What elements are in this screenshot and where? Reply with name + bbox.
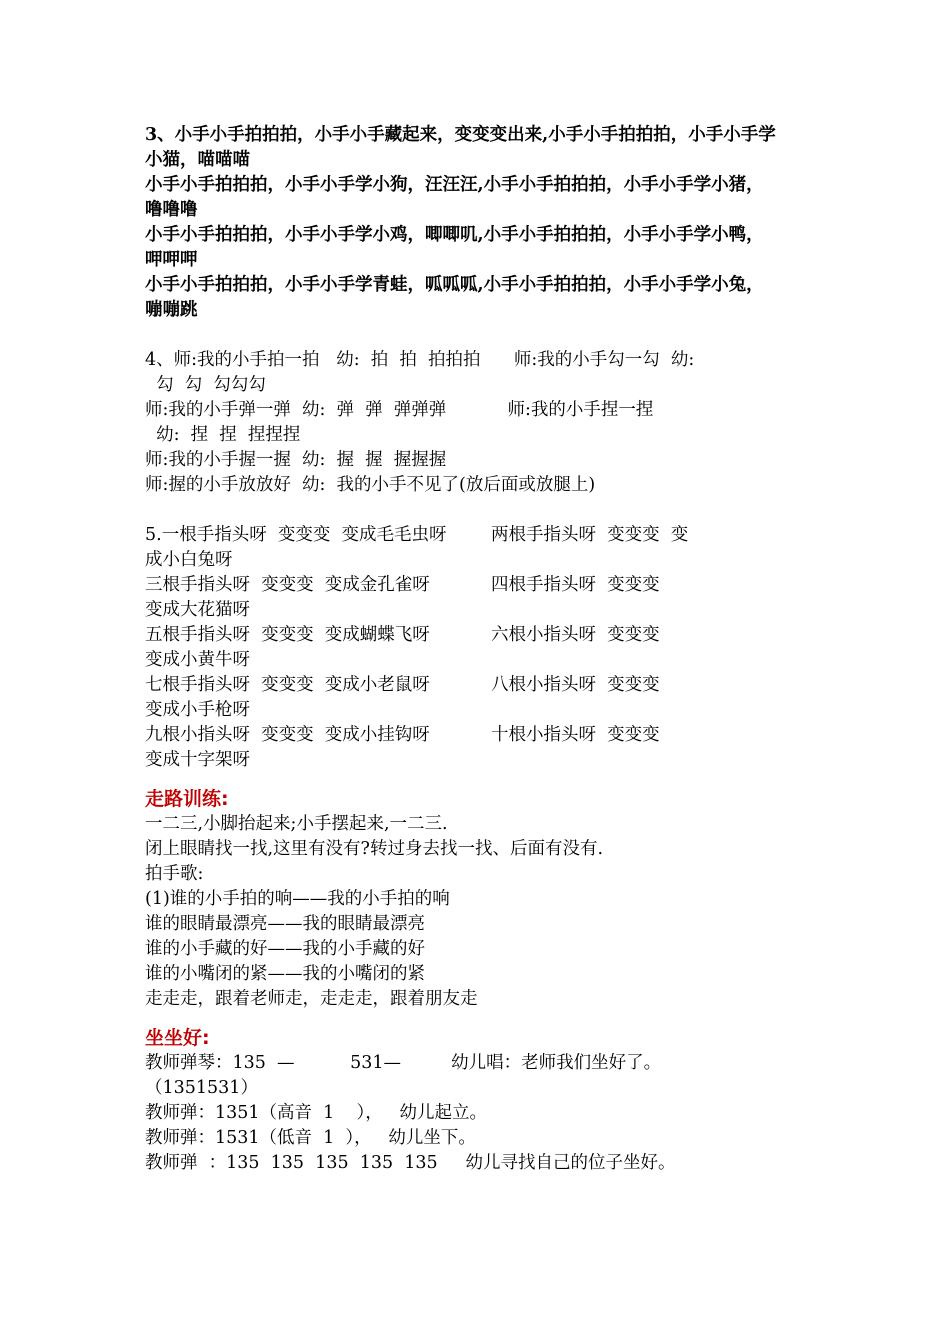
text-line: 变成大花猫呀 <box>145 600 250 620</box>
text-line: 教师弹 ：135 135 135 135 135 幼儿寻找自己的位子坐好。 <box>145 1153 676 1173</box>
text-line: 小猫，喵喵喵 <box>145 150 250 170</box>
text-line: 变成小手枪呀 <box>145 700 250 720</box>
text-line: 5.一根手指头呀 变变变 变成毛毛虫呀 两根手指头呀 变变变 变 <box>145 525 689 545</box>
section-heading: 坐坐好: <box>145 1027 210 1049</box>
document-page <box>145 123 813 1176</box>
text-line: 呷呷呷 <box>145 250 198 270</box>
section-5-finger-song <box>145 523 813 773</box>
text-line: 小手小手拍拍拍，小手小手学小鸡，唧唧叽,小手小手拍拍拍，小手小手学小鸭， <box>145 225 764 245</box>
text-line: 谁的眼睛最漂亮——我的眼睛最漂亮 <box>145 914 425 934</box>
spacer <box>145 773 813 787</box>
section-4-dialogue <box>145 348 813 498</box>
text-line: 嘣嘣跳 <box>145 300 198 320</box>
text-line: 成小白兔呀 <box>145 550 233 570</box>
text-line: 闭上眼睛找一找,这里有没有?转过身去找一找、后面有没有. <box>145 839 604 859</box>
text-line: 教师弹：1531（低音 1 ）， 幼儿坐下。 <box>145 1128 476 1148</box>
spacer <box>145 323 813 348</box>
text-line: 勾 勾 勾勾勾 <box>145 375 266 395</box>
spacer <box>145 1012 813 1026</box>
text-line: 噜噜噜 <box>145 200 198 220</box>
text-line: 师:我的小手握一握 幼: 握 握 握握握 <box>145 450 447 470</box>
section-walking-training <box>145 787 813 1012</box>
text-line: 教师弹：1351（高音 1 ）， 幼儿起立。 <box>145 1103 487 1123</box>
text-line: 走走走，跟着老师走，走走走，跟着朋友走 <box>145 989 478 1009</box>
text-line: 拍手歌: <box>145 864 204 884</box>
text-line: 变成小黄牛呀 <box>145 650 250 670</box>
text-line: 五根手指头呀 变变变 变成蝴蝶飞呀 六根小指头呀 变变变 <box>145 625 660 645</box>
text-line: (1)谁的小手拍的响——我的小手拍的响 <box>145 889 450 909</box>
text-line: 谁的小手藏的好——我的小手藏的好 <box>145 939 425 959</box>
text-line: 师:握的小手放放好 幼: 我的小手不见了(放后面或放腿上) <box>145 475 596 495</box>
text-line: 变成十字架呀 <box>145 750 250 770</box>
text-line: 谁的小嘴闭的紧——我的小嘴闭的紧 <box>145 964 425 984</box>
text-line: 师:我的小手弹一弹 幼: 弹 弹 弹弹弹 师:我的小手捏一捏 <box>145 400 654 420</box>
text-line: 教师弹琴：135 — 531— 幼儿唱：老师我们坐好了。 <box>145 1053 662 1073</box>
section-heading: 走路训练: <box>145 788 229 810</box>
text-line: 七根手指头呀 变变变 变成小老鼠呀 八根小指头呀 变变变 <box>145 675 660 695</box>
text-line: 小手小手拍拍拍，小手小手学青蛙，呱呱呱,小手小手拍拍拍，小手小手学小兔， <box>145 275 764 295</box>
text-line: 3、小手小手拍拍拍，小手小手藏起来，变变变出来,小手小手拍拍拍，小手小手学 <box>145 125 776 145</box>
spacer <box>145 498 813 523</box>
text-line: 4、师:我的小手拍一拍 幼: 拍 拍 拍拍拍 师:我的小手勾一勾 幼: <box>145 350 695 370</box>
section-sit-well <box>145 1026 813 1176</box>
text-line: 九根小指头呀 变变变 变成小挂钩呀 十根小指头呀 变变变 <box>145 725 660 745</box>
text-line: 三根手指头呀 变变变 变成金孔雀呀 四根手指头呀 变变变 <box>145 575 660 595</box>
text-line: 一二三,小脚抬起来;小手摆起来,一二三. <box>145 814 448 834</box>
text-line: 小手小手拍拍拍，小手小手学小狗，汪汪汪,小手小手拍拍拍，小手小手学小猪， <box>145 175 764 195</box>
section-3-hand-song <box>145 123 813 323</box>
text-line: （1351531） <box>145 1078 258 1098</box>
text-line: 幼: 捏 捏 捏捏捏 <box>145 425 301 445</box>
